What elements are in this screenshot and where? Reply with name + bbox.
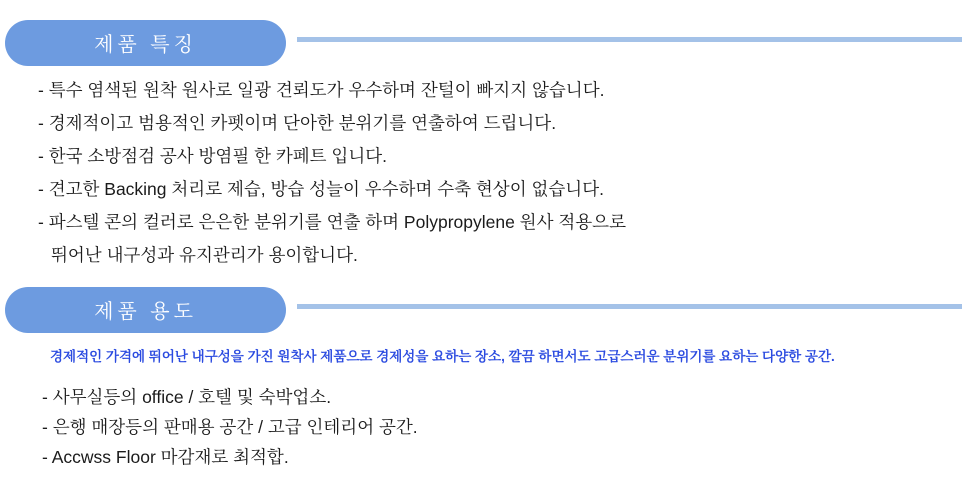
usage-bullet-list: [42, 382, 418, 472]
feature-bullet: - 한국 소방점검 공사 방염필 한 카페트 입니다.: [38, 146, 388, 166]
usage-header-rule: [297, 304, 962, 309]
usage-bullet: - 사무실등의 office / 호텔 및 숙박업소.: [42, 387, 332, 407]
feature-bullet: - 경제적이고 범용적인 카펫이며 단아한 분위기를 연출하여 드립니다.: [38, 113, 557, 133]
usage-bullet: - 은행 매장등의 판매용 공간 / 고급 인테리어 공간.: [42, 417, 418, 437]
features-header-row: [5, 20, 962, 66]
feature-bullet: - 견고한 Backing 처리로 제습, 방습 성늘이 우수하며 수축 현상이 없습니다.: [38, 179, 604, 199]
usage-header-row: [5, 287, 962, 333]
features-header-rule: [297, 37, 962, 42]
usage-header-pill: [5, 287, 286, 333]
features-section-title: 제품 특징: [94, 33, 197, 56]
feature-bullet-continuation: 뛰어난 내구성과 유지관리가 용이합니다.: [51, 245, 358, 265]
usage-section-title: 제품 용도: [94, 300, 197, 323]
feature-bullet: - 파스텔 콘의 컬러로 은은한 분위기를 연출 하며 Polypropylene 원사 적용으로: [38, 212, 626, 232]
usage-bullet: - Accwss Floor 마감재로 최적합.: [42, 447, 289, 467]
usage-intro-text: 경제적인 가격에 뛰어난 내구성을 가진 원착사 제품으로 경제성을 요하는 장소, 깔끔 하면서도 고급스러운 분위기를 요하는 다양한 공간.: [50, 349, 835, 364]
features-header-pill: [5, 20, 286, 66]
feature-bullet: - 특수 염색된 원착 원사로 일광 견뢰도가 우수하며 잔털이 빠지지 않습니다.: [38, 80, 605, 100]
features-bullet-list: [38, 74, 626, 272]
